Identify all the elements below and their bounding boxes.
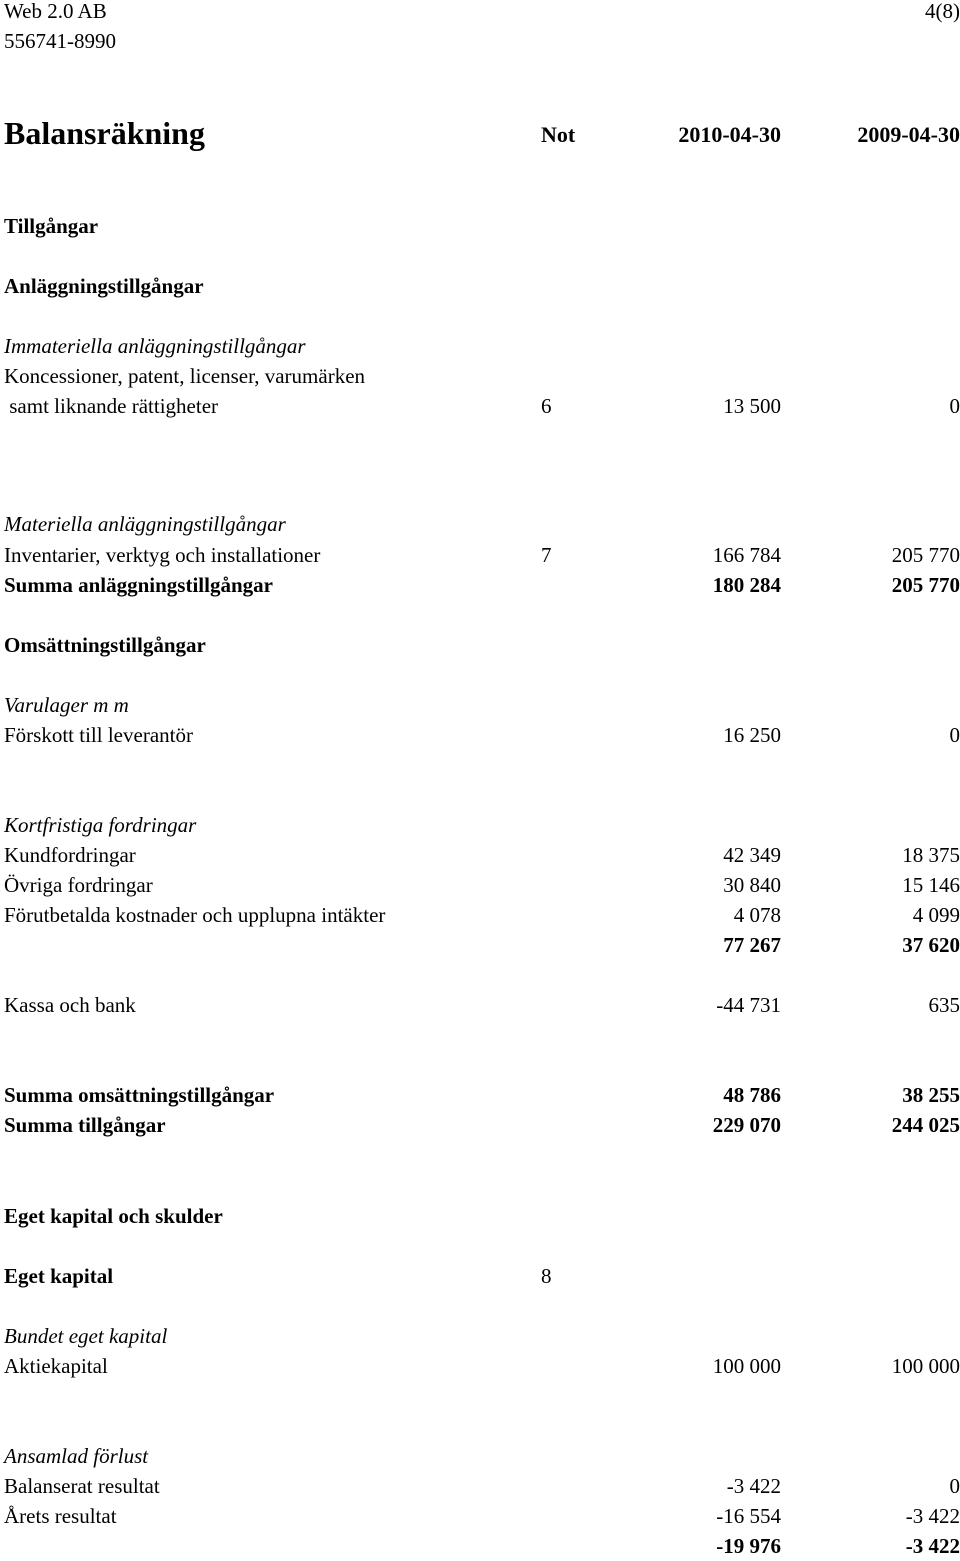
subtotal-row: [0, 1531, 960, 1561]
company-name: Web 2.0 AB: [4, 0, 107, 24]
org-number: 556741-8990: [4, 28, 116, 54]
row-current-value: 16 250: [723, 720, 781, 750]
row-previous-value: 244 025: [892, 1110, 960, 1140]
row-label: Balanserat resultat: [4, 1471, 160, 1501]
row-label: Bundet eget kapital: [4, 1321, 167, 1351]
row-label: Årets resultat: [4, 1501, 117, 1531]
title-row: [0, 113, 960, 153]
balance-row: [0, 900, 960, 930]
current-year-header: 2010-04-30: [678, 117, 781, 153]
row-label: samt liknande rättigheter: [4, 391, 218, 421]
row-current-value: 77 267: [723, 930, 781, 960]
row-label: Koncessioner, patent, licenser, varumärken: [4, 361, 365, 391]
row-label: Förutbetalda kostnader och upplupna intäkter: [4, 900, 385, 930]
row-current-value: 4 078: [734, 900, 781, 930]
balance-row: [0, 1501, 960, 1531]
row-label: Ansamlad förlust: [4, 1441, 148, 1471]
row-previous-value: 15 146: [902, 870, 960, 900]
balance-row: [0, 690, 960, 720]
balance-row: [0, 391, 960, 421]
row-label: Inventarier, verktyg och installationer: [4, 540, 320, 570]
balance-row: [0, 1321, 960, 1351]
note-column-header: Not: [541, 117, 575, 153]
balance-row: [0, 570, 960, 600]
balance-row: [0, 870, 960, 900]
row-current-value: 166 784: [713, 540, 781, 570]
balance-row: [0, 990, 960, 1020]
row-current-value: -3 422: [727, 1471, 781, 1501]
row-current-value: -44 731: [716, 990, 781, 1020]
row-label: Tillgångar: [4, 211, 98, 241]
row-current-value: 229 070: [713, 1110, 781, 1140]
row-current-value: 30 840: [723, 870, 781, 900]
balance-row: [0, 211, 960, 241]
row-label: Eget kapital: [4, 1261, 113, 1291]
row-label: Kundfordringar: [4, 840, 136, 870]
row-label: Anläggningstillgångar: [4, 271, 204, 301]
row-current-value: -19 976: [716, 1531, 781, 1561]
row-previous-value: 205 770: [892, 570, 960, 600]
balance-row: [0, 509, 960, 539]
row-label: Summa anläggningstillgångar: [4, 570, 273, 600]
balance-row: [0, 1080, 960, 1110]
row-previous-value: 635: [929, 990, 960, 1020]
row-current-value: 42 349: [723, 840, 781, 870]
balance-row: [0, 630, 960, 660]
row-current-value: 100 000: [713, 1351, 781, 1381]
balance-row: [0, 1110, 960, 1140]
balance-row: [0, 271, 960, 301]
row-previous-value: 0: [950, 1471, 960, 1501]
row-previous-value: -3 422: [906, 1501, 960, 1531]
row-previous-value: 37 620: [902, 930, 960, 960]
balance-row: [0, 720, 960, 750]
row-previous-value: 0: [950, 720, 960, 750]
row-label: Materiella anläggningstillgångar: [4, 509, 286, 539]
row-label: Förskott till leverantör: [4, 720, 193, 750]
balance-row: [0, 331, 960, 361]
previous-year-header: 2009-04-30: [857, 117, 960, 153]
balance-row: [0, 1351, 960, 1381]
row-previous-value: 38 255: [902, 1080, 960, 1110]
row-label: Övriga fordringar: [4, 870, 153, 900]
row-current-value: 48 786: [723, 1080, 781, 1110]
balance-row: [0, 1441, 960, 1471]
page-number: 4(8): [925, 0, 960, 24]
balance-row: [0, 1471, 960, 1501]
balance-row: [0, 361, 960, 391]
balance-row: [0, 840, 960, 870]
page-title: Balansräkning: [4, 113, 205, 153]
row-previous-value: 100 000: [892, 1351, 960, 1381]
row-label: Aktiekapital: [4, 1351, 108, 1381]
row-note: 7: [541, 540, 552, 570]
row-current-value: 180 284: [713, 570, 781, 600]
row-current-value: -16 554: [716, 1501, 781, 1531]
row-label: Omsättningstillgångar: [4, 630, 206, 660]
row-label: Summa tillgångar: [4, 1110, 166, 1140]
balance-row: [0, 1201, 960, 1231]
row-label: Kassa och bank: [4, 990, 136, 1020]
balance-row: [0, 810, 960, 840]
row-previous-value: -3 422: [906, 1531, 960, 1561]
row-previous-value: 205 770: [892, 540, 960, 570]
balance-row: [0, 1261, 960, 1291]
row-note: 6: [541, 391, 552, 421]
row-note: 8: [541, 1261, 552, 1291]
row-label: Kortfristiga fordringar: [4, 810, 196, 840]
row-previous-value: 0: [950, 391, 960, 421]
row-previous-value: 4 099: [913, 900, 960, 930]
row-label: Summa omsättningstillgångar: [4, 1080, 274, 1110]
balance-row: [0, 540, 960, 570]
row-current-value: 13 500: [723, 391, 781, 421]
row-label: Eget kapital och skulder: [4, 1201, 223, 1231]
row-label: Varulager m m: [4, 690, 129, 720]
row-label: Immateriella anläggningstillgångar: [4, 331, 306, 361]
row-previous-value: 18 375: [902, 840, 960, 870]
subtotal-row: [0, 930, 960, 960]
